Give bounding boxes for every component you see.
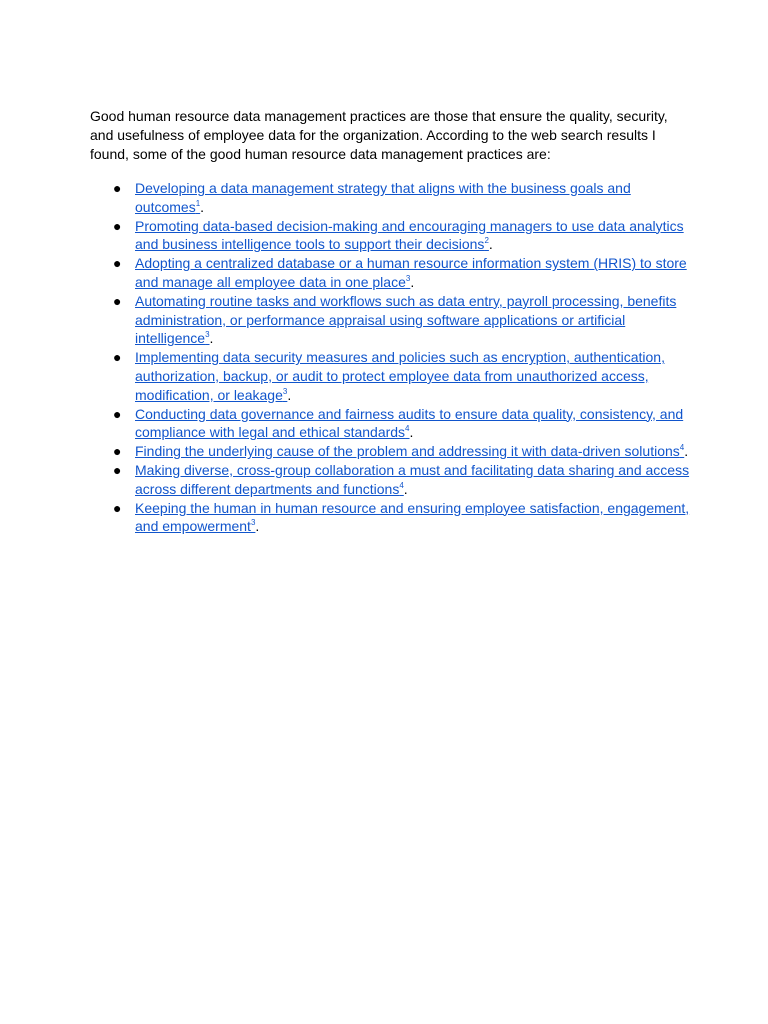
item-end-punctuation: .: [209, 330, 214, 347]
bullet-icon: ●: [113, 443, 122, 460]
practice-link[interactable]: [135, 500, 689, 535]
citation-ref: 4: [405, 424, 410, 434]
list-item: [90, 254, 690, 292]
practice-link-text: Adopting a centralized database or a human resource information system (HRIS) to store and manage all employee data in one place: [135, 255, 687, 290]
item-end-punctuation: .: [403, 480, 408, 497]
item-end-punctuation: .: [684, 443, 689, 460]
practices-list: [90, 179, 690, 536]
item-end-punctuation: .: [255, 518, 260, 535]
item-end-punctuation: .: [410, 273, 415, 290]
list-item: [90, 405, 690, 443]
bullet-icon: ●: [113, 292, 122, 309]
bullet-icon: ●: [113, 499, 122, 516]
intro-paragraph: Good human resource data management practices are those that ensure the quality, security, and usefulness of employee data for the organization. According to the web search results I found, some of the good human resource data management practices are:: [90, 108, 668, 162]
list-item: [90, 348, 690, 404]
practice-link-text: Implementing data security measures and policies such as encryption, authentication, authorization, backup, or audit to protect employee data from unauthorized access, modification, or leakage: [135, 349, 665, 403]
item-end-punctuation: .: [287, 386, 292, 403]
bullet-icon: ●: [113, 461, 122, 478]
practice-link[interactable]: [135, 293, 676, 347]
practice-link-text: Finding the underlying cause of the problem and addressing it with data-driven solutions: [135, 443, 680, 460]
practice-link[interactable]: [135, 462, 689, 497]
citation-ref: 3: [405, 273, 411, 283]
list-item: [90, 292, 690, 348]
bullet-icon: ●: [113, 180, 122, 196]
bullet-icon: ●: [113, 349, 122, 366]
citation-ref: 3: [205, 330, 210, 340]
list-item: [90, 461, 690, 499]
citation-ref: 4: [679, 443, 685, 453]
citation-ref: 1: [195, 198, 201, 208]
practice-link-text: Developing a data management strategy that aligns with the business goals and outcomes: [135, 180, 631, 215]
bullet-icon: ●: [113, 255, 122, 272]
list-item: [90, 499, 690, 537]
citation-ref: 3: [250, 518, 256, 528]
practice-link[interactable]: [135, 180, 631, 215]
practice-link-text: Conducting data governance and fairness audits to ensure data quality, consistency, and compliance with legal and ethical standards: [135, 405, 684, 441]
bullet-icon: ●: [113, 217, 122, 234]
practice-link[interactable]: [135, 443, 684, 459]
practice-link-text: Making diverse, cross-group collaboration a must and facilitating data sharing and access across different departments and functions: [135, 461, 690, 497]
item-end-punctuation: .: [409, 424, 414, 441]
citation-ref: 4: [399, 480, 404, 490]
list-item: [90, 179, 690, 217]
list-item: [90, 442, 690, 461]
citation-ref: 2: [484, 236, 489, 246]
practice-link-text: Keeping the human in human resource and ensuring employee satisfaction, engagement, and empowerment: [135, 499, 690, 535]
item-end-punctuation: .: [488, 236, 493, 253]
citation-ref: 3: [282, 386, 288, 396]
practice-link-text: Automating routine tasks and workflows such as data entry, payroll processing, benefits administration, or performance appraisal using software applications or artificial intelligence: [135, 292, 677, 347]
item-end-punctuation: .: [200, 198, 205, 215]
practice-link[interactable]: [135, 218, 684, 253]
practice-link[interactable]: [135, 349, 665, 403]
list-item: [90, 217, 690, 255]
bullet-icon: ●: [113, 405, 122, 422]
practice-link-text: Promoting data-based decision-making and encouraging managers to use data analytics and business intelligence tools to support their decisions: [135, 217, 684, 253]
